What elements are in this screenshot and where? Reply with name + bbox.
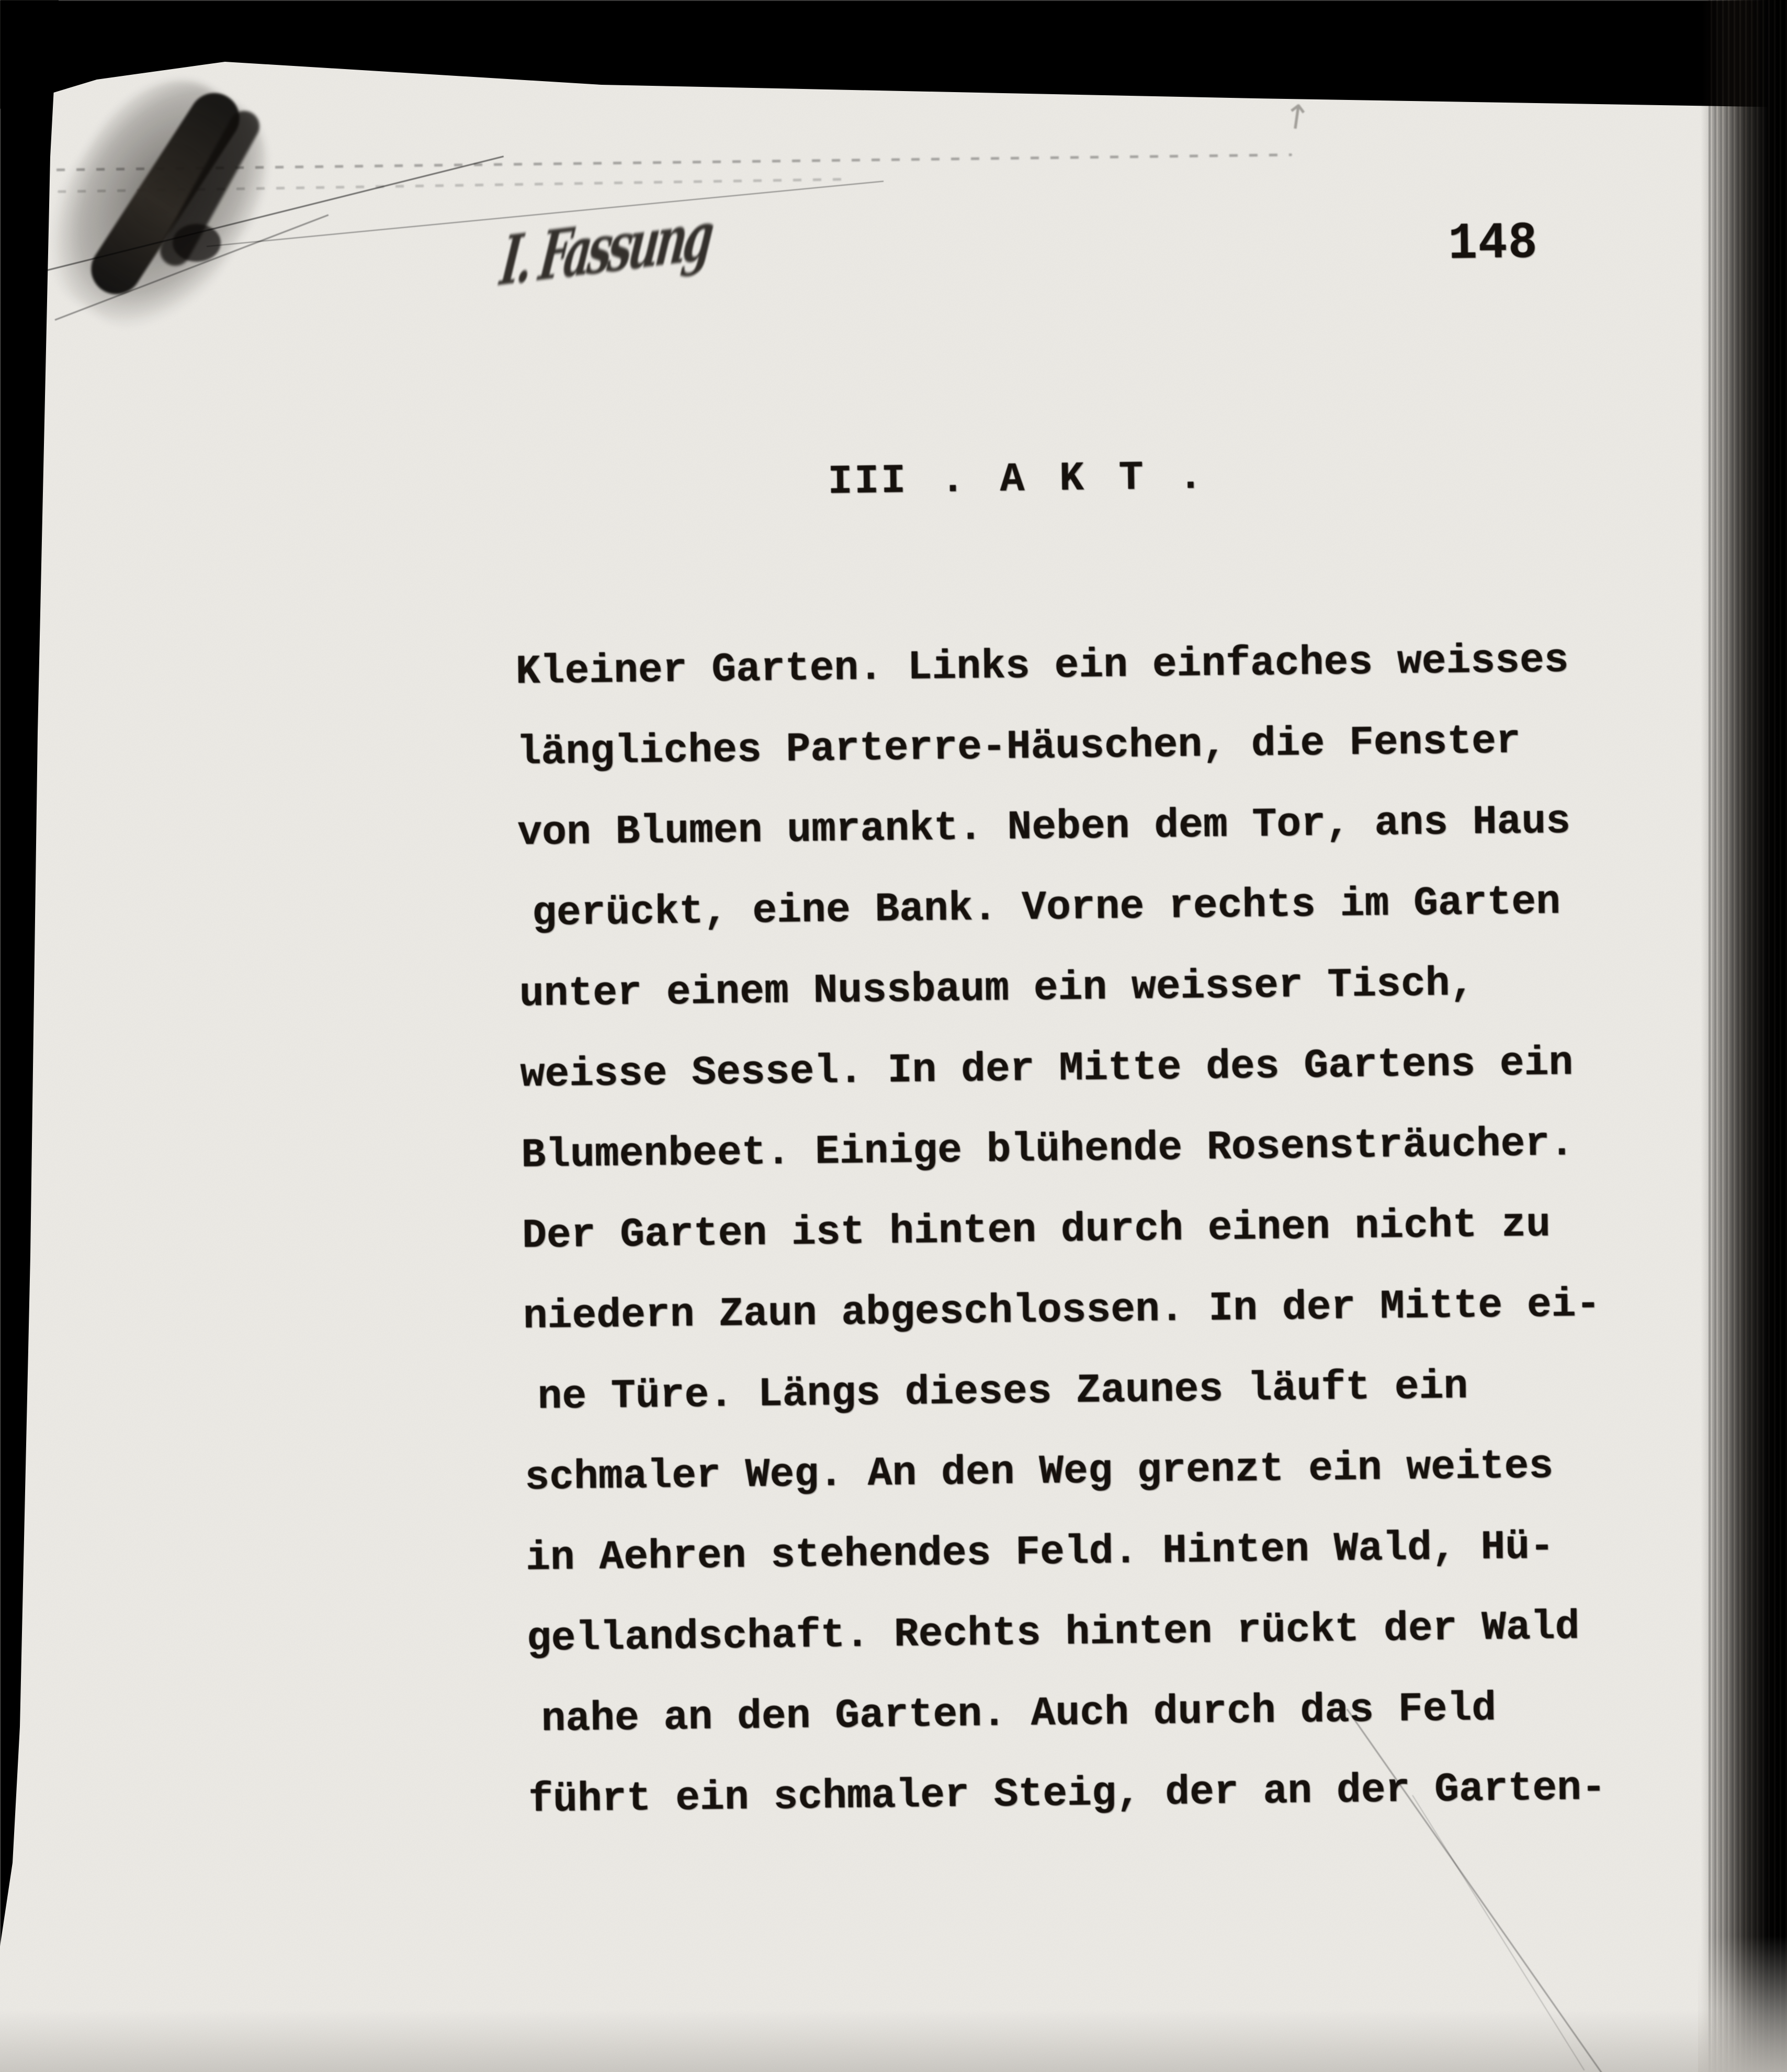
typescript-line: gellandschaft. Rechts hinten rückt der Wald [526,1604,1580,1662]
scan-bottom-shadow [0,2009,1787,2072]
typescript-line: von Blumen umrankt. Neben dem Tor, ans Haus [517,798,1571,857]
typescript-line: Kleiner Garten. Links ein einfaches weisses [515,637,1569,695]
scan-border-left [0,0,68,2072]
page-number: 148 [1448,214,1539,274]
typescript-line: niedern Zaun abgeschlossen. In der Mitte ei- [523,1281,1601,1340]
typescript-line: in Aehren stehendes Feld. Hinten Wald, Hü- [525,1524,1555,1582]
scan-border-right-striations [1709,0,1787,2072]
typescript-line: gerückt, eine Bank. Vorne rechts im Garten [531,879,1561,937]
scan-border-top [0,0,1787,112]
typescript-body [515,619,1680,1841]
typescript-line: unter einem Nussbaum ein weisser Tisch, [519,961,1475,1018]
typescript-line: Der Garten ist hinten durch einen nicht zu [522,1201,1551,1259]
act-title: III . A K T . [828,454,1205,505]
pencil-mark: ↑ [1280,96,1314,139]
typescript-line: nahe an den Garten. Auch durch das Feld [541,1685,1497,1743]
typescript-line: ne Türe. Längs dieses Zaunes läuft ein [537,1364,1468,1421]
ink-blot [173,224,221,262]
typescript-line: längliches Parterre-Häuschen, die Fenster [516,718,1521,776]
handwritten-annotation: I. Fassung [496,196,715,302]
typescript-line: Blumenbeet. Einige blühende Rosensträucher. [521,1121,1575,1179]
typescript-line: führt ein schmaler Steig, der an der Garten- [528,1765,1607,1823]
typescript-line: schmaler Weg. An den Weg grenzt ein weites [524,1443,1554,1501]
typescript-line: weisse Sessel. In der Mitte des Gartens ein [520,1040,1574,1098]
